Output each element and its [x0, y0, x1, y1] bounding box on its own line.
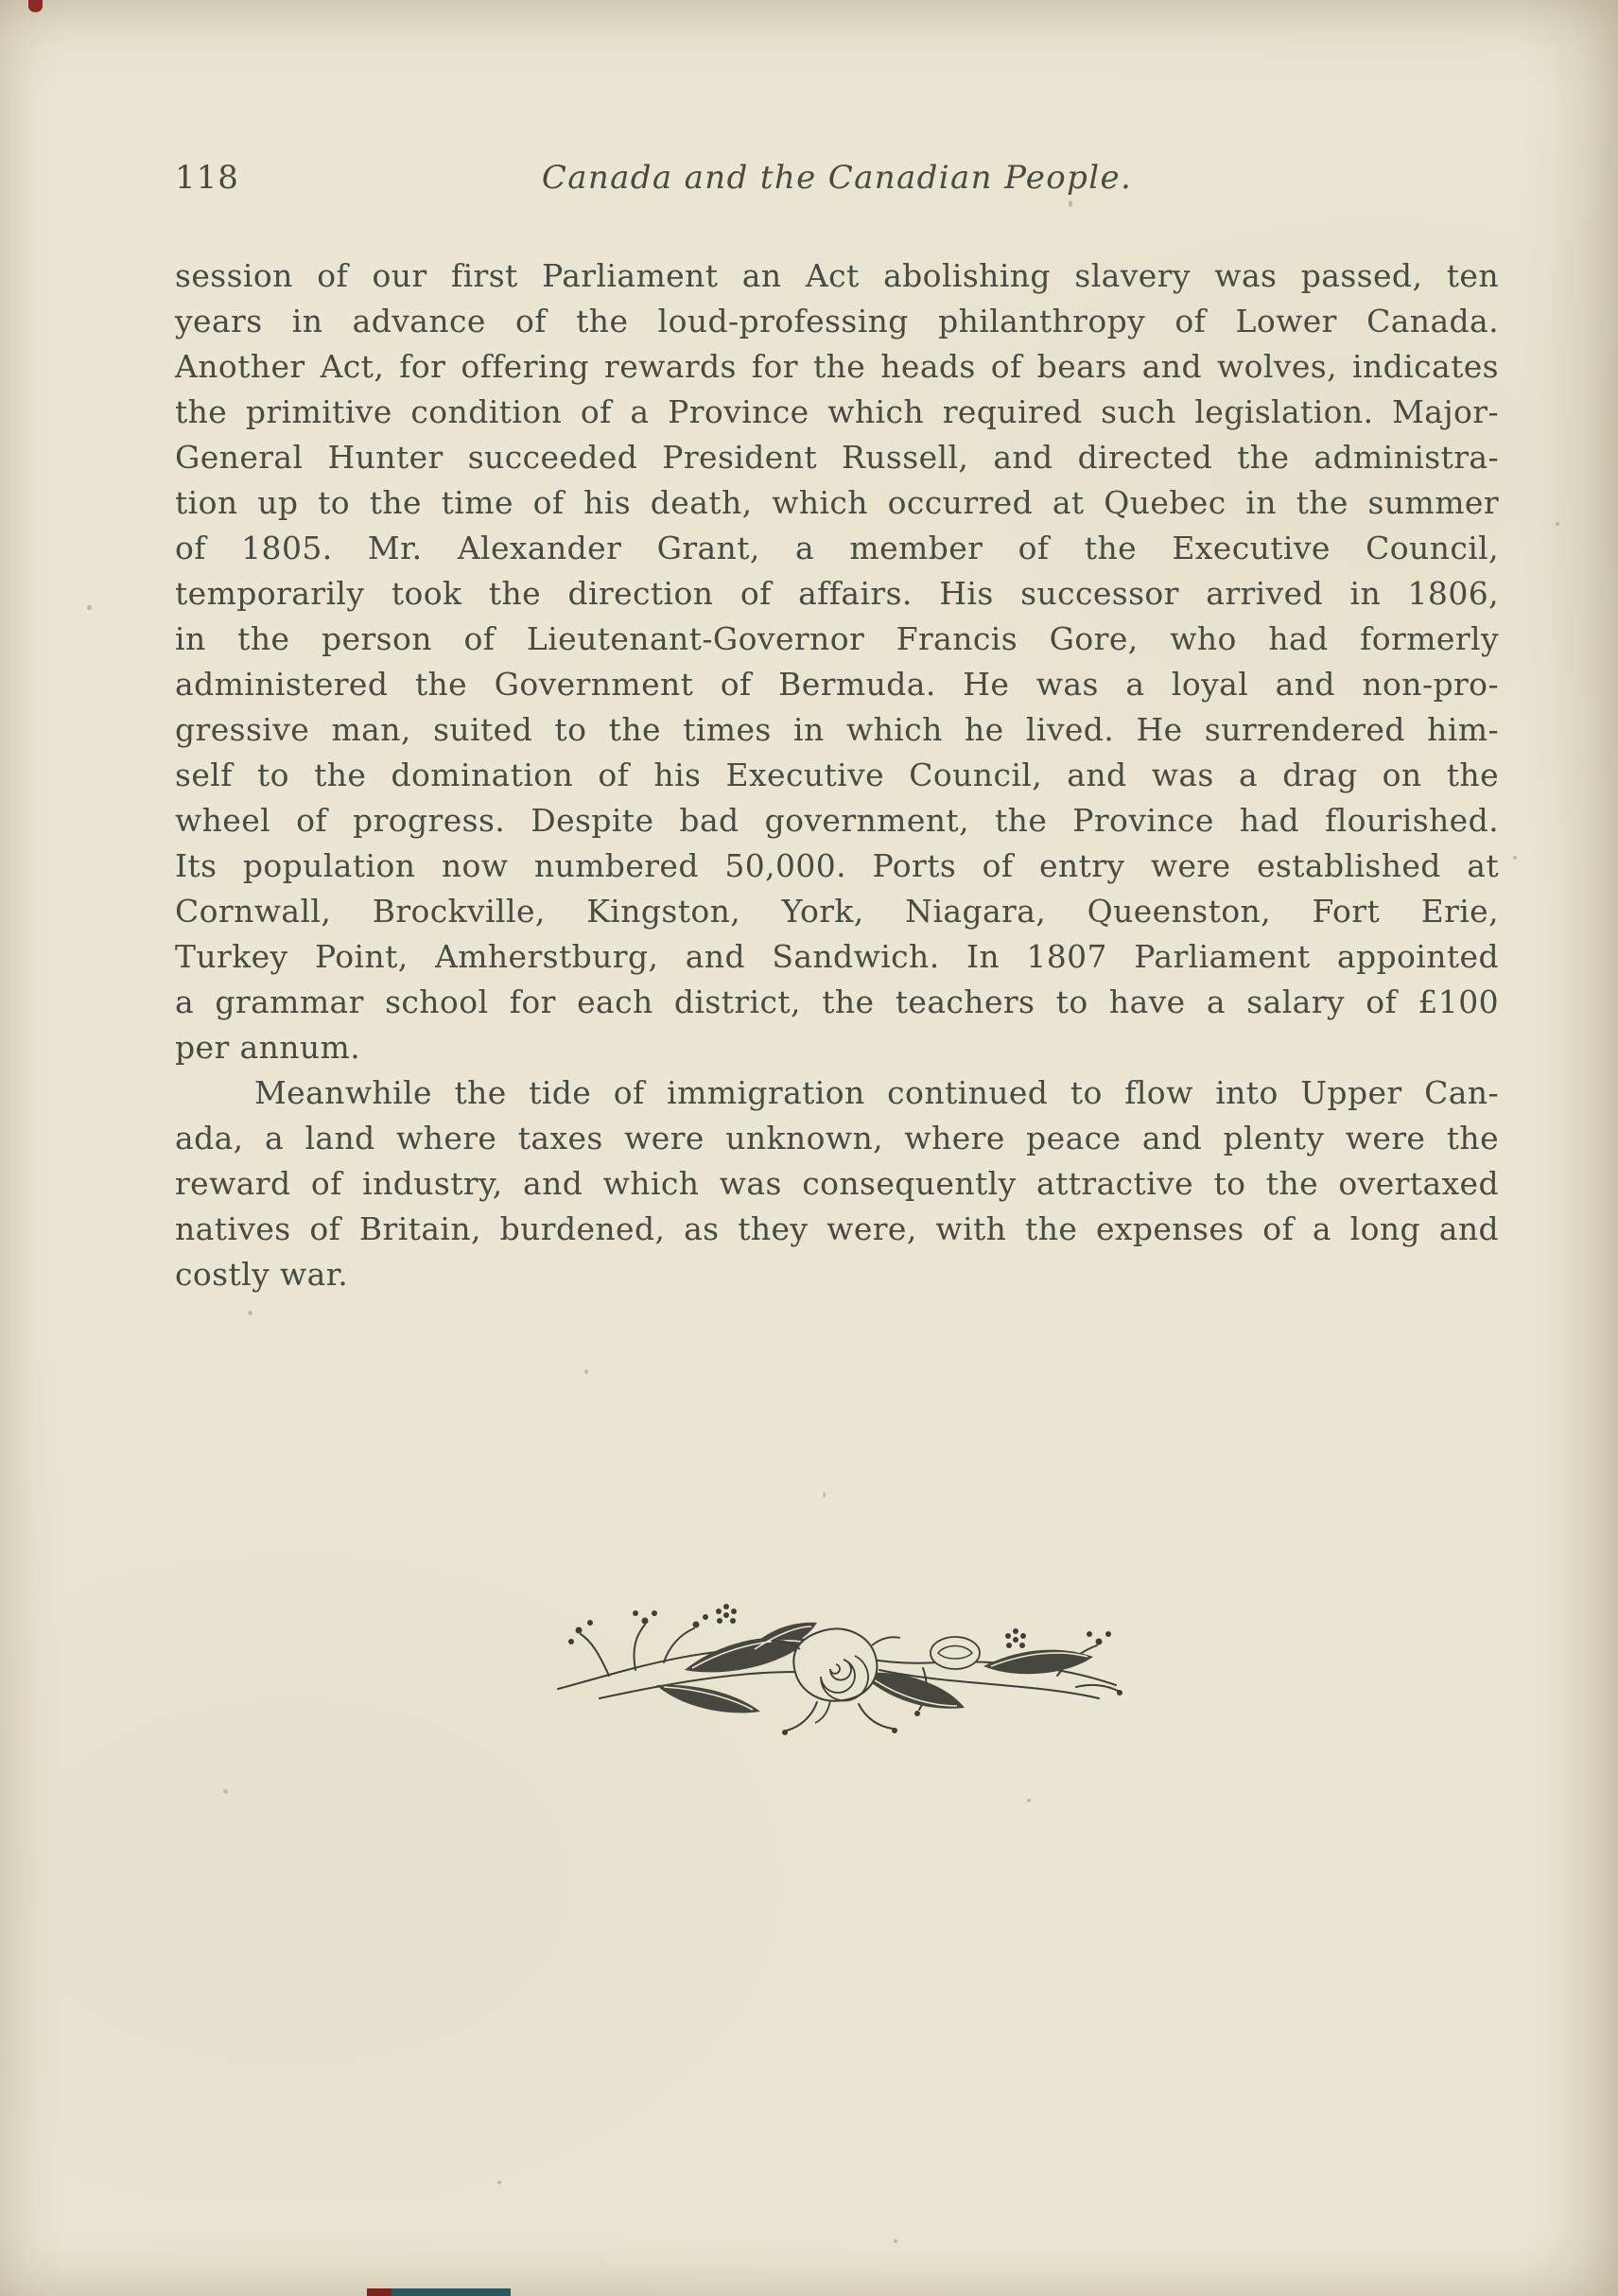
text-line: per annum. — [175, 1029, 361, 1066]
page-header — [175, 159, 1499, 208]
paper-speck — [497, 2181, 501, 2184]
scan-artifact-top-left — [28, 0, 43, 12]
text-line: Its population now numbered 50,000. Ports of entry were established at — [175, 847, 1499, 884]
paper-speck — [87, 605, 92, 610]
text-line: tion up to the time of his death, which occurred at Quebec in the summer — [175, 484, 1499, 521]
text-line: self to the domination of his Executive Council, and was a drag on the — [175, 757, 1499, 793]
text-line: Cornwall, Brockville, Kingston, York, Niagara, Queenston, Fort Erie, — [175, 893, 1499, 930]
text-line: the primitive condition of a Province which required such legislation. Major- — [175, 393, 1499, 430]
text-line: costly war. — [175, 1256, 349, 1293]
floral-ornament-image — [547, 1577, 1128, 1743]
running-title: Canada and the Canadian People. — [541, 159, 1133, 197]
text-line: ada, a land where taxes were unknown, where peace and plenty were the — [175, 1120, 1499, 1157]
text-line: natives of Britain, burdened, as they were, with the expenses of a long and — [175, 1210, 1499, 1247]
text-line: years in advance of the loud-professing philanthropy of Lower Canada. — [175, 303, 1499, 339]
text-line: gressive man, suited to the times in which he lived. He surrendered him- — [175, 711, 1499, 748]
text-line: General Hunter succeeded President Russell, and directed the administra- — [175, 439, 1499, 476]
text-line: temporarily took the direction of affairs. His successor arrived in 1806, — [175, 575, 1499, 612]
paper-speck — [1027, 1799, 1031, 1802]
text-line: Turkey Point, Amherstburg, and Sandwich. In 1807 Parliament appointed — [175, 938, 1499, 975]
text-block — [175, 253, 1499, 1297]
scan-artifact-bottom-teal — [391, 2288, 511, 2296]
paragraph-1 — [175, 253, 1499, 1070]
text-line: administered the Government of Bermuda. He was a loyal and non-pro- — [175, 666, 1499, 703]
paper-speck — [1513, 856, 1517, 860]
text-line: a grammar school for each district, the teachers to have a salary of £100 — [175, 983, 1499, 1020]
text-line: reward of industry, and which was consequently attractive to the overtaxed — [175, 1165, 1499, 1202]
paper-speck — [894, 2239, 897, 2243]
scan-artifact-bottom-red — [367, 2288, 391, 2296]
text-line: Meanwhile the tide of immigration continued to flow into Upper Can- — [254, 1074, 1499, 1111]
text-line: in the person of Lieutenant-Governor Francis Gore, who had formerly — [175, 620, 1499, 657]
paper-speck — [584, 1369, 588, 1374]
text-line: of 1805. Mr. Alexander Grant, a member of the Executive Council, — [175, 530, 1499, 566]
paper-speck — [1556, 522, 1559, 526]
text-line: session of our first Parliament an Act abolishing slavery was passed, ten — [175, 257, 1499, 294]
page-number: 118 — [175, 159, 239, 197]
paper-speck — [248, 1311, 252, 1315]
paragraph-2 — [175, 1070, 1499, 1297]
text-line: Another Act, for offering rewards for the heads of bears and wolves, indicates — [175, 348, 1499, 385]
paper-speck — [223, 1789, 228, 1794]
paper-speck — [823, 1492, 826, 1498]
text-line: wheel of progress. Despite bad government, the Province had flourished. — [175, 802, 1499, 839]
floral-ornament — [547, 1577, 1128, 1743]
